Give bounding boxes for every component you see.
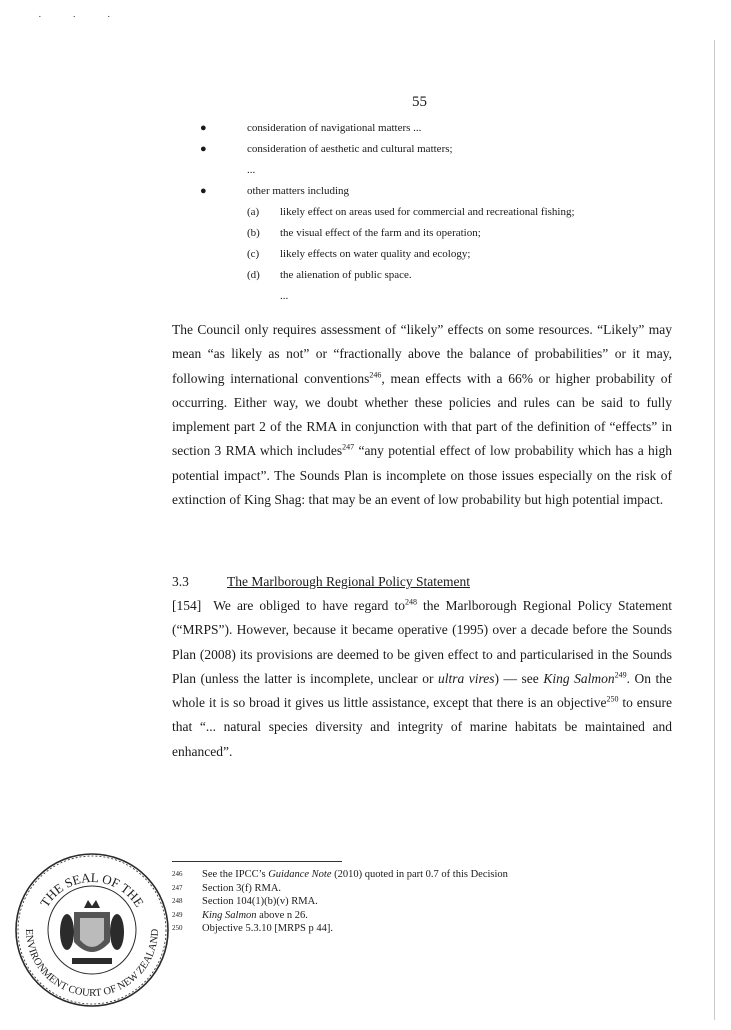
footnote [172, 895, 508, 909]
footnote-ref[interactable]: 247 [342, 442, 355, 452]
footnote-number: 249 [172, 910, 183, 919]
footnote-number: 247 [172, 883, 183, 892]
text-run: See the IPCC’s [202, 869, 269, 880]
text-run-italic: Guidance Note [268, 869, 332, 880]
section-number: 3.3 [172, 574, 189, 589]
page-number: 55 [412, 94, 427, 110]
text-run: the Marlborough Regional Policy Statement (“MRPS”). However, because it became operative (1995) over a decade before the Sounds Plan (2008) its provisions are deemed to be given effect to and particularised in the Sounds Plan (unless the latter is incomplete, unclear or [172, 598, 672, 686]
text-run: “any potential effect of low probability which has a high potential impact”. The Sounds Plan is incomplete on those issues especially on the risk of extinction of King Shag: that may be an event of low probability but high potential impact. [172, 443, 672, 508]
sub-item-letter: (d) [247, 269, 260, 281]
footnote-text: Objective 5.3.10 [MRPS p 44]. [202, 923, 333, 934]
paragraph-154 [172, 594, 672, 764]
sub-item [247, 202, 670, 223]
sub-item-text: likely effects on water quality and ecology; [280, 248, 471, 260]
seal-bottom-text: ENVIRONMENT COURT OF NEW ZEALAND [22, 928, 162, 1000]
sub-item [247, 265, 670, 286]
text-run: ) — see [494, 670, 544, 686]
text-run-italic: King Salmon [543, 670, 615, 686]
text-run: to ensure that “... natural species diversity and integrity of marine habitats be maintained and enhanced”. [172, 695, 672, 759]
text-run: [154] We are obliged to have regard to [172, 598, 405, 613]
text-run: The Council only requires assessment of “likely” effects on some resources. “Likely” may mean “as likely as not” or “fractionally above the balance of probabilities” or it may, following international conventions [172, 322, 672, 386]
sub-item-text: the visual effect of the farm and its operation; [280, 227, 481, 239]
bullet-item [200, 181, 670, 202]
sub-item [247, 223, 670, 244]
footnotes [172, 868, 508, 936]
bullet-text: consideration of aesthetic and cultural matters; [247, 143, 453, 155]
environment-court-seal-icon [12, 850, 172, 1010]
scan-specks: ˙ ˙ ˙ [38, 14, 125, 26]
sub-list [200, 202, 670, 286]
footnote-ref[interactable]: 248 [404, 597, 417, 607]
footnote-text: Section 3(f) RMA. [202, 882, 282, 894]
sub-item-text: the alienation of public space. [280, 269, 412, 281]
bullet-text: consideration of navigational matters ... [247, 122, 422, 134]
seal-top-text: THE SEAL OF THE [36, 869, 148, 910]
footnote-text [202, 868, 508, 882]
bullet-item [200, 118, 670, 139]
sub-item-letter: (a) [247, 206, 260, 218]
footnote [172, 922, 508, 936]
bullet-icon: ● [200, 122, 207, 134]
coat-of-arms-icon [60, 900, 124, 964]
footnote [172, 868, 508, 882]
footnote-ref[interactable]: 250 [606, 694, 619, 704]
footnote-ref[interactable]: 246 [369, 370, 382, 380]
text-run-italic: King Salmon [202, 909, 257, 921]
ellipsis: ... [280, 290, 289, 302]
bullet-text: other matters including [247, 185, 350, 197]
footnote-text [202, 909, 308, 923]
footnote-number: 248 [172, 897, 183, 905]
svg-text:THE SEAL OF THE [37, 870, 147, 910]
section-title: The Marlborough Regional Policy Statement [227, 574, 470, 589]
ellipsis: ... [247, 164, 256, 176]
sub-item-letter: (c) [247, 248, 260, 260]
footnote-text: Section 104(1)(b)(v) RMA. [202, 896, 318, 907]
sub-item-text: likely effect on areas used for commercial and recreational fishing; [280, 206, 575, 218]
footnote-number: 246 [172, 870, 183, 878]
section-heading [172, 572, 470, 592]
sub-item-letter: (b) [247, 227, 260, 239]
scan-edge-line [714, 40, 715, 1020]
policy-bullet-list [200, 118, 670, 307]
footnote [172, 909, 508, 923]
bullet-icon: ● [200, 185, 207, 197]
bullet-item [200, 139, 670, 160]
sub-item [247, 244, 670, 265]
footnote-number: 250 [172, 924, 183, 932]
paragraph-likely-effects [172, 318, 672, 512]
text-run: , mean effects with a 66% or higher probability of occurring. Either way, we doubt whether these policies and rules can be said to fully implement part 2 of the RMA in conjunction with that part of the definition of “effects” in section 3 RMA which includes [172, 370, 672, 459]
footnote [172, 882, 508, 896]
footnote-divider [172, 861, 342, 862]
text-run: (2010) quoted in part 0.7 of this Decision [331, 869, 508, 880]
text-run-italic: ultra vires [437, 670, 495, 686]
text-run: . On the whole it is so broad it gives us little assistance, except that there is an objective [172, 670, 673, 711]
text-run: above n 26. [256, 909, 308, 921]
bullet-icon: ● [200, 143, 207, 155]
footnote-ref[interactable]: 249 [614, 670, 627, 680]
